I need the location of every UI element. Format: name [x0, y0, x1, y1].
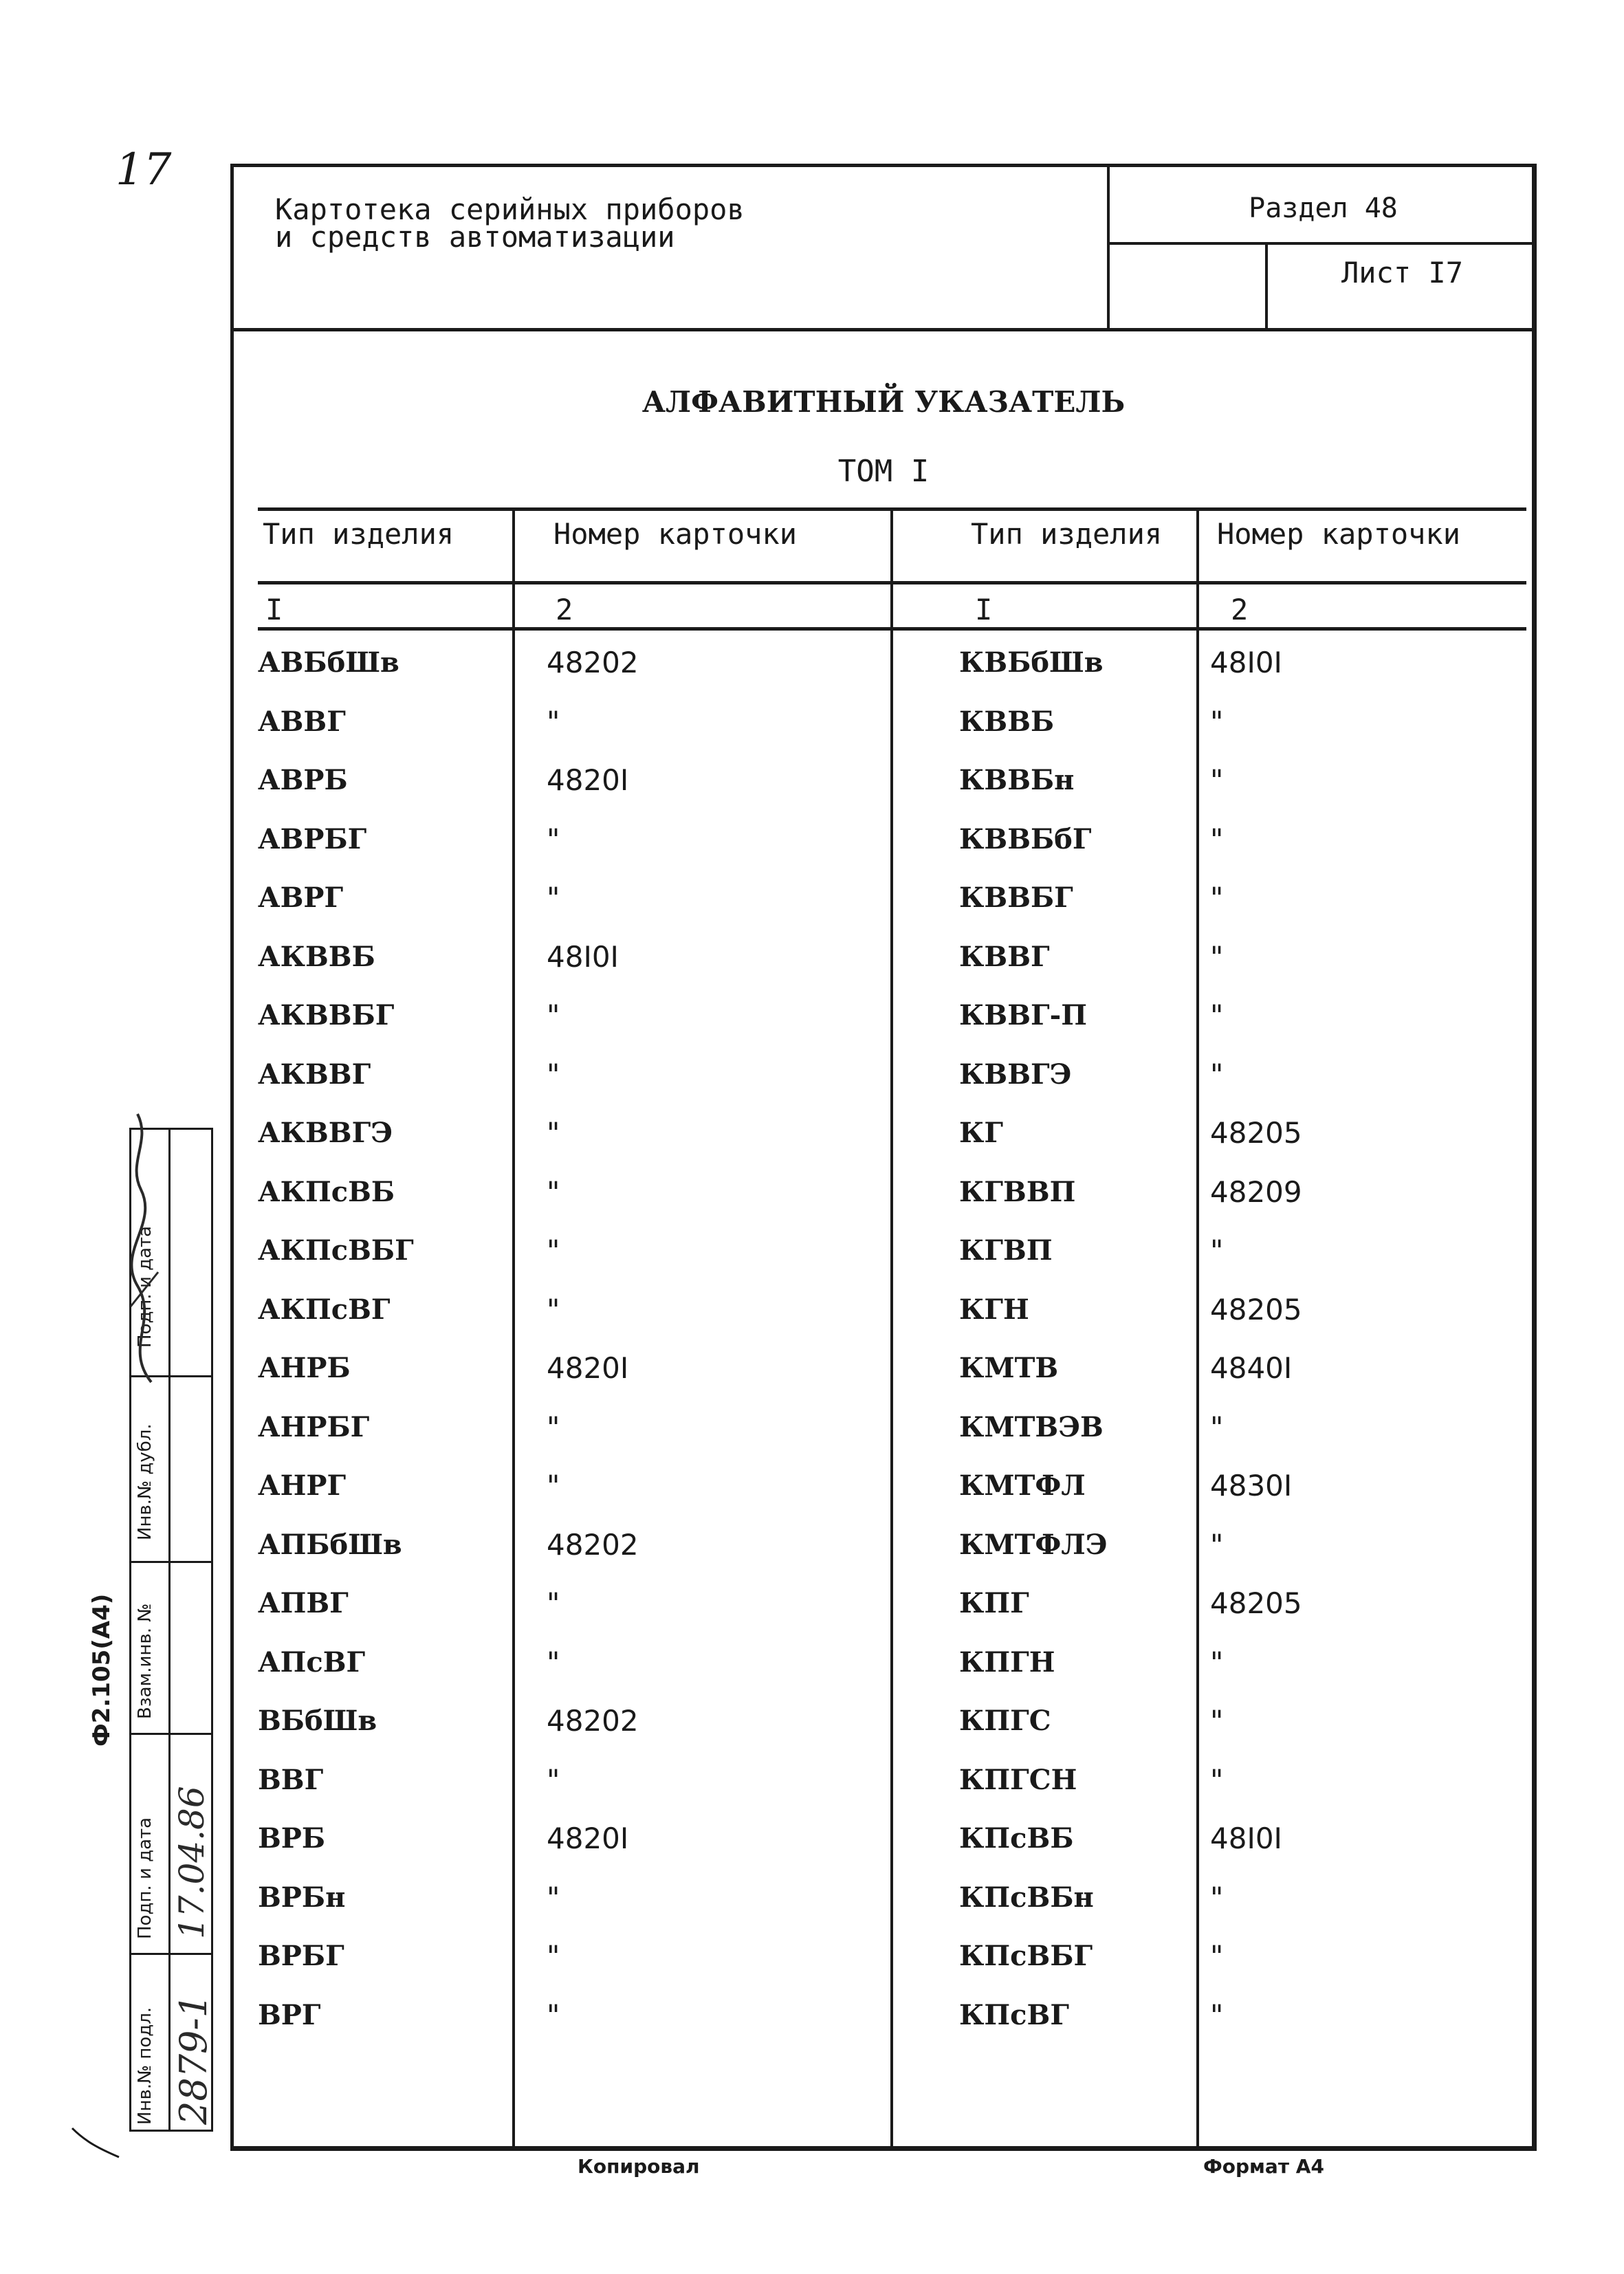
- header-divider: [1107, 164, 1110, 331]
- product-type-cell: АКПсВБ: [258, 1175, 395, 1208]
- product-type-cell: КПсВБн: [959, 1881, 1094, 1914]
- product-type-cell: ВРБн: [258, 1881, 346, 1914]
- card-number-cell: ": [547, 1762, 560, 1797]
- card-number-cell: ": [547, 1998, 560, 2032]
- product-type-cell: АВРБ: [258, 764, 348, 796]
- card-number-cell: 48205: [1210, 1116, 1302, 1150]
- product-type-cell: КМТФЛЭ: [959, 1528, 1108, 1561]
- card-number-cell: ": [547, 881, 560, 915]
- card-number-cell: ": [1210, 1410, 1224, 1444]
- product-type-cell: АКВВГЭ: [258, 1117, 393, 1149]
- card-number-cell: ": [1210, 1704, 1224, 1738]
- card-number-cell: ": [547, 1057, 560, 1091]
- card-number-cell: ": [1210, 822, 1224, 856]
- card-number-cell: 48I0I: [1210, 646, 1282, 679]
- card-number-cell: ": [547, 1939, 560, 1973]
- margin-label: Инв.№ дубл.: [135, 1423, 155, 1540]
- card-number-cell: ": [547, 704, 560, 739]
- product-type-cell: КМТВЭВ: [959, 1410, 1104, 1443]
- footer-format: Формат А4: [1203, 2155, 1324, 2178]
- column-header: Тип изделия: [263, 517, 454, 551]
- product-type-cell: АВРБГ: [258, 822, 367, 855]
- card-number-cell: ": [547, 1174, 560, 1209]
- footer-copied: Копировал: [578, 2155, 700, 2178]
- product-type-cell: КМТФЛ: [959, 1469, 1086, 1502]
- product-type-cell: АНРГ: [258, 1469, 347, 1502]
- card-number-cell: 4820I: [547, 1822, 629, 1855]
- inventory-number: 2879-1: [172, 1993, 215, 2125]
- margin-label: Взам.инв. №: [135, 1603, 155, 1719]
- section-label: Раздел 48: [1249, 193, 1398, 224]
- product-type-cell: АКПсВБГ: [258, 1234, 414, 1267]
- header-divider: [1107, 242, 1537, 245]
- product-type-cell: КГВВП: [959, 1175, 1076, 1208]
- product-type-cell: КПГН: [959, 1646, 1055, 1679]
- card-number-cell: ": [1210, 1057, 1224, 1091]
- product-type-cell: КВВГЭ: [959, 1058, 1072, 1091]
- product-type-cell: АПсВГ: [258, 1646, 366, 1679]
- product-type-cell: КПГ: [959, 1587, 1029, 1619]
- column-header: Номер карточки: [1217, 517, 1461, 551]
- card-number-cell: 48202: [547, 1527, 639, 1562]
- card-number-cell: ": [1210, 1880, 1224, 1914]
- card-number-cell: ": [1210, 1234, 1224, 1267]
- product-type-cell: ВРГ: [258, 1998, 321, 2031]
- signature-mark: [110, 1100, 172, 1389]
- card-number-cell: 48205: [1210, 1292, 1302, 1326]
- card-number-cell: 48202: [547, 646, 639, 679]
- product-type-cell: АНРБГ: [258, 1410, 370, 1443]
- card-number-cell: 4820I: [547, 1351, 629, 1385]
- product-type-cell: АНРБ: [258, 1352, 351, 1384]
- header-title-line: и средств автоматизации: [275, 220, 675, 254]
- card-number-cell: ": [547, 1880, 560, 1914]
- product-type-cell: КПГС: [959, 1705, 1051, 1737]
- corner-page-number: 17: [116, 144, 172, 195]
- product-type-cell: КПсВБ: [959, 1822, 1074, 1855]
- sheet-label: Лист I7: [1341, 256, 1463, 289]
- column-number: I: [265, 593, 283, 626]
- product-type-cell: КВВБн: [959, 764, 1075, 796]
- card-number-cell: ": [547, 1116, 560, 1150]
- card-number-cell: 4840I: [1210, 1351, 1293, 1385]
- form-code: Ф2.105(А4): [88, 1593, 116, 1747]
- table-column-divider: [512, 509, 515, 2151]
- product-type-cell: КГН: [959, 1293, 1029, 1326]
- card-number-cell: ": [547, 1645, 560, 1679]
- margin-label: Подп. и дата: [135, 1817, 155, 1939]
- product-type-cell: АКПсВГ: [258, 1293, 391, 1326]
- margin-divider: [129, 1953, 213, 1955]
- card-number-cell: ": [547, 1469, 560, 1502]
- card-number-cell: ": [1210, 939, 1224, 974]
- card-number-cell: ": [547, 1292, 560, 1326]
- product-type-cell: ВРБГ: [258, 1940, 344, 1972]
- product-type-cell: АВБбШв: [258, 646, 399, 679]
- margin-divider: [129, 1561, 213, 1563]
- card-number-cell: 48202: [547, 1704, 639, 1738]
- column-number: 2: [1231, 593, 1249, 626]
- card-number-cell: 48I0I: [1210, 1822, 1282, 1855]
- document-title: АЛФАВИТНЫЙ УКАЗАТЕЛЬ: [641, 385, 1126, 419]
- product-type-cell: АКВВБГ: [258, 999, 395, 1031]
- product-type-cell: ВРБ: [258, 1822, 326, 1855]
- product-type-cell: ВБбШв: [258, 1705, 377, 1737]
- card-number-cell: ": [1210, 881, 1224, 915]
- card-number-cell: ": [1210, 704, 1224, 739]
- card-number-cell: ": [1210, 1939, 1224, 1973]
- signature-date: 17.04.86: [172, 1786, 212, 1939]
- card-number-cell: ": [1210, 998, 1224, 1032]
- product-type-cell: КПсВГ: [959, 1998, 1069, 2031]
- product-type-cell: КВБбШв: [959, 646, 1104, 679]
- card-number-cell: 48I0I: [547, 939, 619, 974]
- card-number-cell: 48209: [1210, 1174, 1302, 1209]
- card-number-cell: ": [547, 998, 560, 1032]
- card-number-cell: ": [547, 1586, 560, 1620]
- volume-label: ТОМ I: [837, 454, 930, 489]
- column-number: 2: [556, 593, 573, 626]
- product-type-cell: КГВП: [959, 1234, 1053, 1267]
- product-type-cell: КПсВБГ: [959, 1940, 1093, 1972]
- card-number-cell: ": [547, 1410, 560, 1444]
- card-number-cell: ": [547, 822, 560, 856]
- page-corner-mark: [65, 2121, 120, 2163]
- product-type-cell: АПБбШв: [258, 1528, 402, 1561]
- card-number-cell: 4830I: [1210, 1469, 1293, 1502]
- card-number-cell: 48205: [1210, 1586, 1302, 1620]
- column-header: Номер карточки: [553, 517, 798, 551]
- product-type-cell: КВВБ: [959, 705, 1055, 738]
- product-type-cell: АВРГ: [258, 882, 344, 914]
- table-column-divider: [1196, 509, 1199, 2151]
- product-type-cell: КГ: [959, 1117, 1004, 1149]
- product-type-cell: КВВГ: [959, 940, 1050, 973]
- column-header: Тип изделия: [971, 517, 1163, 551]
- header-title: [275, 193, 1086, 254]
- product-type-cell: КМТВ: [959, 1352, 1059, 1384]
- margin-label: Подп. и дата: [135, 1225, 155, 1348]
- product-type-cell: КВВБГ: [959, 882, 1073, 914]
- header-title-line: Картотека серийных приборов: [275, 193, 745, 226]
- margin-label: Инв.№ подл.: [135, 2007, 155, 2125]
- margin-divider: [129, 1733, 213, 1735]
- card-number-cell: 4820I: [547, 763, 629, 797]
- card-number-cell: ": [1210, 763, 1224, 797]
- product-type-cell: АПВГ: [258, 1587, 349, 1619]
- card-number-cell: ": [1210, 1998, 1224, 2032]
- card-number-cell: ": [547, 1234, 560, 1267]
- column-number: I: [975, 593, 993, 626]
- card-number-cell: ": [1210, 1645, 1224, 1679]
- product-type-cell: АКВВБ: [258, 940, 375, 973]
- table-column-divider: [890, 509, 893, 2151]
- card-number-cell: ": [1210, 1762, 1224, 1797]
- product-type-cell: АВВГ: [258, 705, 346, 738]
- product-type-cell: КВВГ-П: [959, 999, 1087, 1031]
- card-number-cell: ": [1210, 1527, 1224, 1562]
- product-type-cell: ВВГ: [258, 1763, 324, 1796]
- product-type-cell: КВВБбГ: [959, 822, 1092, 855]
- product-type-cell: КПГСН: [959, 1763, 1077, 1796]
- product-type-cell: АКВВГ: [258, 1058, 371, 1091]
